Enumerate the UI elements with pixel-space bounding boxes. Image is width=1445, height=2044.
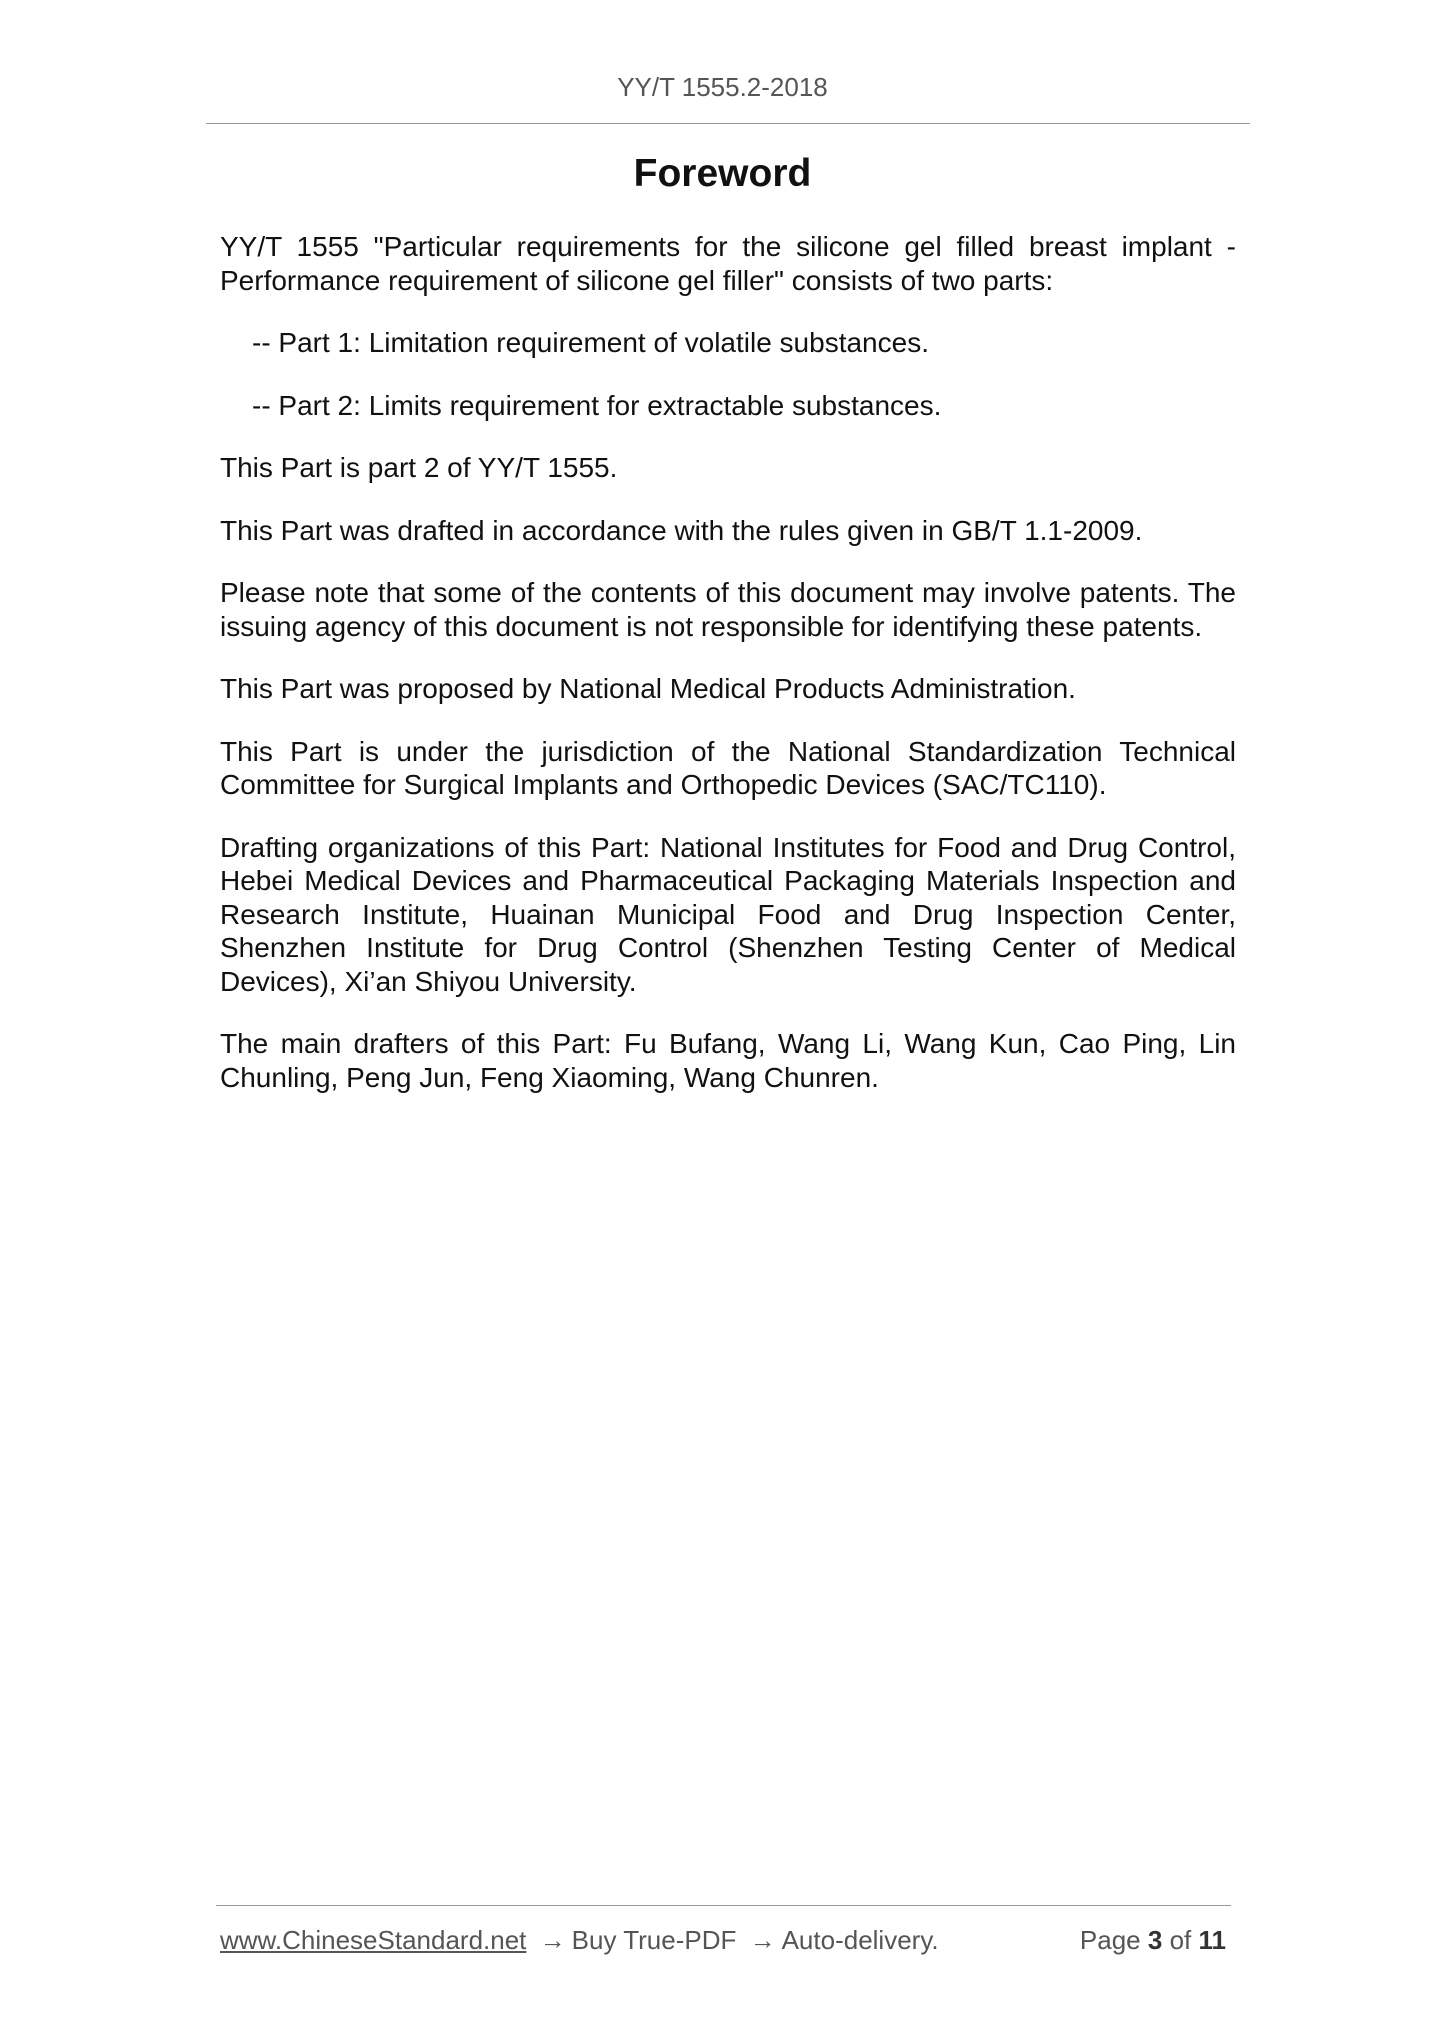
paragraph-proposed: This Part was proposed by National Medical Products Administration. [220, 673, 1076, 704]
list-item-part1: -- Part 1: Limitation requirement of volatile substances. [252, 327, 929, 358]
header-divider [206, 123, 1250, 124]
paragraph-jurisdiction: This Part is under the jurisdiction of the National Standardization Technical Committee for Surgical Implants and Orthopedic Devices (SAC/TC110). [220, 735, 1236, 800]
paragraph-drafted: This Part was drafted in accordance with the rules given in GB/T 1.1-2009. [220, 514, 1143, 546]
running-header: YY/T 1555.2-2018 [617, 72, 828, 102]
arrow-right-icon: → [749, 1925, 776, 1955]
paragraph-organizations: Drafting organizations of this Part: National Institutes for Food and Drug Control, Hebei Medical Devices and Pharmaceutical Packaging Materials Inspection and Research Institute, Huainan Municipal Food and Drug Inspection Center, Shenzhen Institute for Drug Control (Shenzhen Testing Center of Medical Devices), Xi’an Shiyou University. [220, 831, 1236, 997]
paragraph-intro: YY/T 1555 "Particular requirements for the silicone gel filled breast implant - Performance requirement of silicone gel filler" consists of two parts: [220, 231, 1236, 296]
footer-divider [216, 1905, 1231, 1906]
arrow-right-icon: → [539, 1925, 566, 1955]
page-title: Foreword [633, 152, 812, 195]
paragraph-patents: Please note that some of the contents of this document may involve patents. The issuing agency of this document is not responsible for identifying these patents. [220, 577, 1236, 642]
buy-true-pdf-text: Buy True-PDF [571, 1925, 737, 1955]
list-item-part2: -- Part 2: Limits requirement for extractable substances. [252, 389, 942, 421]
page-label: Page [1079, 1925, 1141, 1955]
foreword-body [220, 230, 1236, 1123]
page-total: 11 [1198, 1925, 1226, 1955]
paragraph-this-part: This Part is part 2 of YY/T 1555. [220, 452, 618, 483]
page-indicator [1080, 1925, 1226, 1956]
website-link[interactable]: www.ChineseStandard.net [220, 1925, 527, 1955]
auto-delivery-text: Auto-delivery. [781, 1925, 939, 1955]
footer-left [220, 1925, 939, 1956]
paragraph-drafters: The main drafters of this Part: Fu Bufang, Wang Li, Wang Kun, Cao Ping, Lin Chunling, Peng Jun, Feng Xiaoming, Wang Chunren. [220, 1028, 1236, 1093]
page-current: 3 [1147, 1925, 1163, 1955]
page-footer [220, 1925, 1226, 1956]
page-of: of [1169, 1925, 1192, 1955]
